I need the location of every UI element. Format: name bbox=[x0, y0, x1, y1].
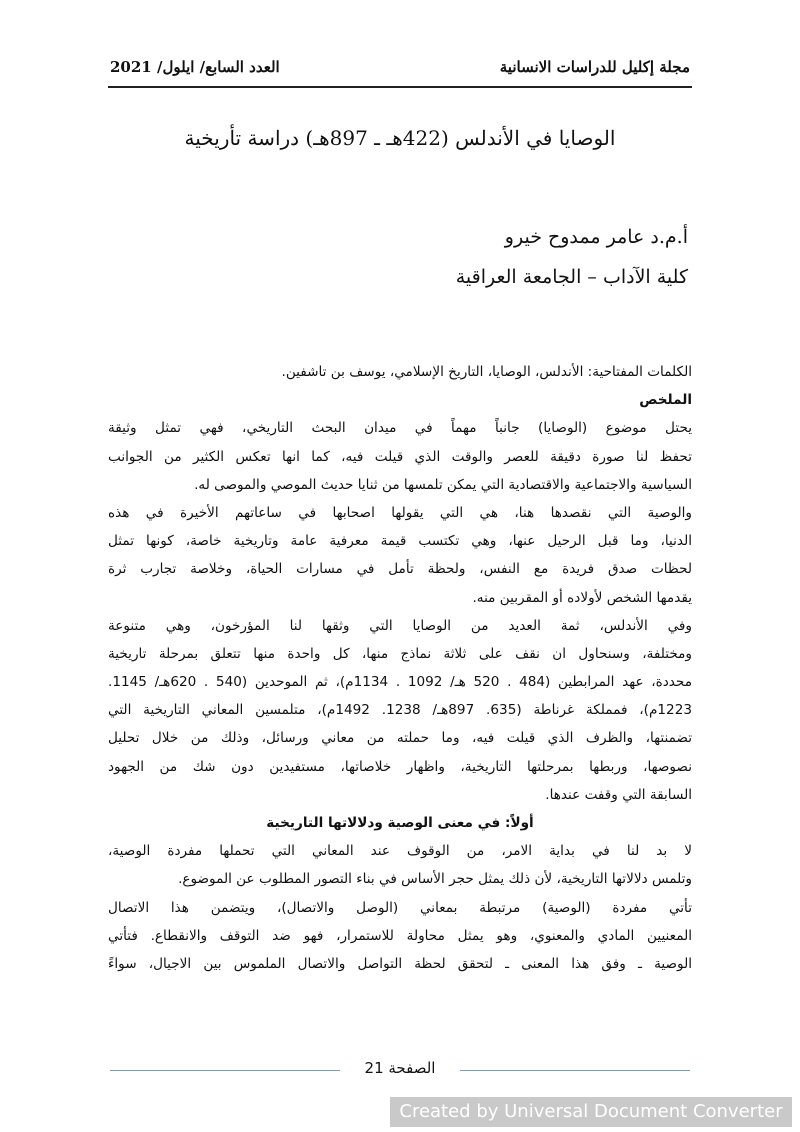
paragraph-line: السياسية والاجتماعية والاقتصادية التي يمكن تلمسها من ثنايا حديث الموصي والموصى له. bbox=[194, 476, 692, 493]
paragraph-line: 1223م)، فمملكة غرناطة (635. 897هـ/ 1238. 1492م)، متلمسين المعاني التاريخية التي bbox=[108, 702, 692, 719]
article-body bbox=[108, 358, 692, 978]
article-title: الوصايا في الأندلس (422هـ ـ 897هـ) دراسة تأريخية bbox=[184, 126, 616, 150]
author-affiliation: كلية الآداب – الجامعة العراقية bbox=[455, 266, 688, 288]
paragraph-line: يحتل موضوع (الوصايا) جانباً مهماً في ميدان البحث التاريخي، فهي تمثل وثيقة bbox=[108, 420, 692, 437]
abstract-heading: الملخص bbox=[639, 392, 692, 409]
paragraph-line: تأتي مفردة (الوصية) مرتبطة بمعاني (الوصل والاتصال)، ويتضمن هذا الاتصال bbox=[108, 899, 692, 916]
page-footer bbox=[110, 1059, 690, 1083]
paragraph-line: والوصية التي نقصدها هنا، هي التي يقولها اصحابها في ساعاتهم الأخيرة في هذه bbox=[108, 504, 692, 521]
paragraph-line: الوصية ـ وفق هذا المعنى ـ لتحقق لحظة التواصل والاتصال الملموس بين الاجيال، سواءً bbox=[108, 955, 692, 972]
keywords-line: الكلمات المفتاحية: الأندلس، الوصايا، التاريخ الإسلامي، يوسف بن تاشفين. bbox=[281, 364, 692, 380]
paragraph-line: وتلمس دلالاتها التاريخية، لأن ذلك يمثل حجر الأساس في بناء التصور المطلوب عن الموضوع. bbox=[178, 871, 692, 888]
converter-watermark: Created by Universal Document Converter bbox=[390, 1097, 792, 1127]
author-name: أ.م.د عامر ممدوح خيرو bbox=[504, 226, 688, 248]
paragraph-line: محددة، عهد المرابطين (484 . 520 هـ/ 1092 . 1134م)، ثم الموحدين (540 . 620هـ/ 1145. bbox=[108, 674, 692, 691]
footer-rule-right bbox=[460, 1070, 690, 1071]
paragraph-line: ومختلفة، وسنحاول ان نقف على ثلاثة نماذج منها، كل واحدة منها تتعلق بمرحلة تاريخية bbox=[108, 645, 692, 662]
paragraph-line: نصوصها، وربطها بمرحلتها التاريخية، واظهار خلاصاتها، مستفيدين دون شك من الجهود bbox=[108, 758, 692, 775]
paragraph-line: وفي الأندلس، ثمة العديد من الوصايا التي وثقها لنا المؤرخون، وهي متنوعة bbox=[108, 617, 692, 634]
paragraph-line: تحفظ لنا صورة دقيقة للعصر والوقت الذي قيلت فيه، كما انها تعكس الكثير من الجوانب bbox=[108, 448, 692, 465]
journal-name: مجلة إكليل للدراسات الانسانية bbox=[499, 58, 690, 76]
issue-info: العدد السابع/ ايلول/ 2021 bbox=[110, 58, 280, 76]
paragraph-line: تضمنتها، والظرف الذي قيلت فيه، وما حملته من معاني ورسائل، وذلك من خلال تحليل bbox=[108, 730, 692, 747]
paragraph-line: الدنيا، وما قبل الرحيل عنها، وهي تكتسب قيمة معرفية عامة وتاريخية خاصة، كونها تمثل bbox=[108, 533, 692, 550]
paragraph-line: المعنيين المادي والمعنوي، وهو يمثل محاولة للاستمرار، فهو ضد التوقف والانقطاع. فتأتي bbox=[108, 927, 692, 944]
paragraph-line: لا بد لنا في بداية الامر، من الوقوف عند المعاني التي تحملها مفردة الوصية، bbox=[108, 843, 692, 860]
running-header bbox=[110, 58, 690, 82]
section-heading: أولاً: في معنى الوصية ودلالاتها التاريخية bbox=[266, 815, 534, 831]
page-number: الصفحة 21 bbox=[364, 1059, 436, 1077]
paragraph-line: السابقة التي وقفت عندها. bbox=[545, 786, 692, 803]
header-divider bbox=[108, 86, 692, 88]
paragraph-line: لحظات صدق فريدة مع النفس، ولحظة تأمل في مسارات الحياة، وخلاصة تجارب ثرة bbox=[108, 561, 692, 578]
paragraph-line: يقدمها الشخص لأولاده أو المقربين منه. bbox=[472, 589, 692, 606]
